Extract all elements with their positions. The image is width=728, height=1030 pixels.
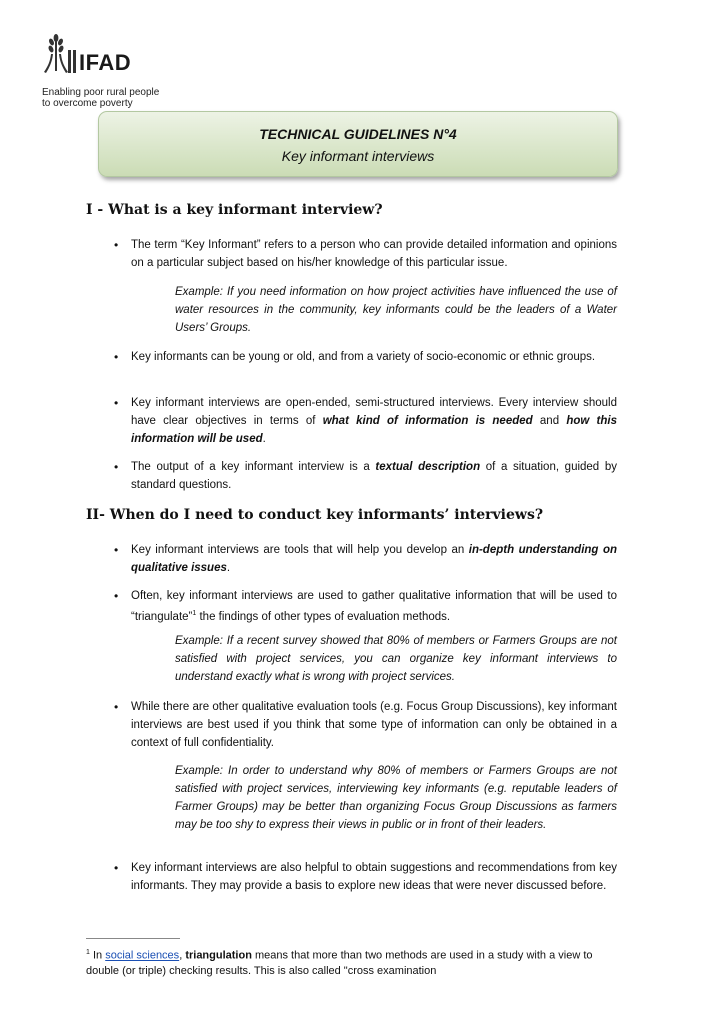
bullet-marker: •	[114, 589, 119, 603]
section-2-bullet-3: While there are other qualitative evaluation tools (e.g. Focus Group Discussions), key informant interviews are best used if you think that some type of information can only be obtained in a context of full confidentiality.	[131, 701, 617, 749]
section-2-bullet-2: Often, key informant interviews are used to gather qualitative information that will be used to “triangulate”$^1$ the findings of other types of evaluation methods.	[131, 590, 617, 623]
section-1-bullet-1: The term “Key Informant” refers to a person who can provide detailed information and opinions on a particular subject based on his/her knowledge of this particular issue.	[131, 239, 617, 269]
document-subtitle: Key informant interviews	[281, 148, 435, 164]
tagline-line-2: to overcome poverty	[42, 98, 133, 109]
wheat-logo-icon	[40, 32, 80, 78]
bullet-marker: •	[114, 238, 119, 252]
footnote-separator	[86, 938, 180, 939]
brand-name: IFAD	[79, 50, 132, 75]
tagline-line-1: Enabling poor rural people	[42, 87, 160, 98]
section-1-bullet-4: The output of a key informant interview is a textual description of a situation, guided by standard questions.	[131, 461, 617, 491]
section-2-heading: II- When do I need to conduct key informants’ interviews?	[86, 507, 544, 523]
bullet-marker: •	[114, 460, 119, 474]
section-2-bullet-4: Key informant interviews are also helpful to obtain suggestions and recommendations from key informants. They may provide a basis to explore new ideas that were never discussed before.	[131, 862, 617, 892]
bullet-marker: •	[114, 543, 119, 557]
footnote: $^1$ In social sciences, triangulation means that more than two methods are used in a study with a view to double (or triple) checking results. This is also called "cross examination	[86, 949, 593, 977]
bullet-marker: •	[114, 700, 119, 714]
section-2-example-2: Example: In order to understand why 80% of members or Farmers Groups are not satisfied with project services, interviewing key informants (e.g. reputable leaders of Farmer Groups) may be better than organizing Focus Group Discussions as farmers may be too shy to express their views in public or in front of their leaders.	[175, 765, 617, 831]
section-2-example-1: Example: If a recent survey showed that 80% of members or Farmers Groups are not satisfied with project services, you can organize key informant interviews to understand exactly what is wrong with project services.	[175, 635, 617, 683]
ifad-logo	[40, 30, 180, 110]
bullet-marker: •	[114, 350, 119, 364]
document-title: TECHNICAL GUIDELINES N°4	[259, 126, 457, 142]
section-2-bullet-1: Key informant interviews are tools that will help you develop an in-depth understanding on qualitative issues.	[131, 544, 617, 574]
bullet-marker: •	[114, 396, 119, 410]
section-1-example-1: Example: If you need information on how project activities have influenced the use of water resources in the community, key informants could be the leaders of a Water Users’ Groups.	[175, 286, 617, 334]
social-sciences-link[interactable]: social sciences	[105, 949, 180, 962]
bullet-marker: •	[114, 861, 119, 875]
section-1-bullet-3: Key informant interviews are open-ended, semi-structured interviews. Every interview should have clear objectives in terms of what kind of information is needed and how this information will be used.	[131, 397, 618, 445]
title-banner	[98, 111, 618, 177]
section-1-heading: I - What is a key informant interview?	[86, 202, 383, 218]
footnote-ref[interactable]: 1	[192, 610, 197, 617]
section-1-bullet-2: Key informants can be young or old, and from a variety of socio-economic or ethnic groups.	[131, 351, 596, 363]
tagline	[42, 87, 182, 109]
